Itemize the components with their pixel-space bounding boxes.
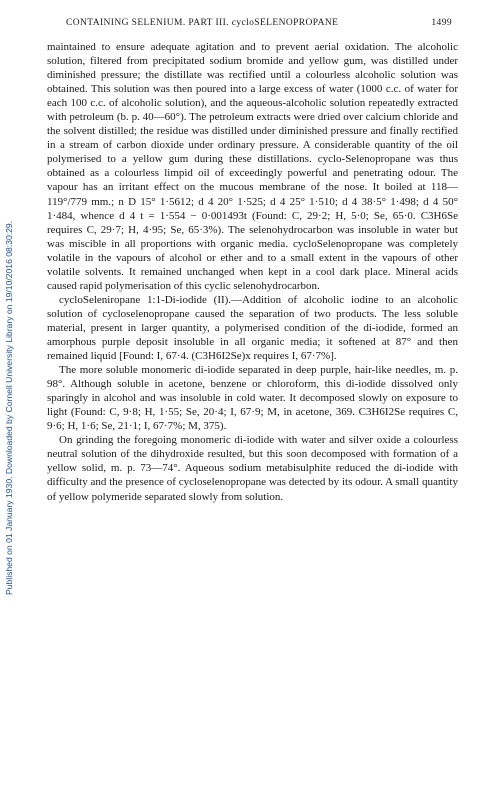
- article-body: [47, 40, 458, 504]
- page-header: [66, 18, 452, 28]
- publication-sidebar: Published on 01 January 1930. Downloaded by Cornell University Library on 19/10/2016 08:30:29.: [4, 220, 14, 596]
- paragraph: On grinding the foregoing monomeric di-iodide with water and silver oxide a colourless neutral solution of the dihydroxide resulted, but this soon decomposed with formation of a yellow solid, m. p. 73—74°. Aqueous sodium metabisulphite reduced the di-iodide with difficulty and the presence of cycloselenopropane was detected by its odour. A small quantity of yellow polymeride separated slowly from solution.: [47, 434, 458, 503]
- running-title: CONTAINING SELENIUM. PART III. cycloSELENOPROPANE: [66, 18, 339, 28]
- paragraph: cycloSeleniropane 1:1-Di-iodide (II).—Addition of alcoholic iodine to an alcoholic solution of cycloselenopropane caused the separation of two products. The less soluble material, present in larger quantity, a polymerised condition of the di-iodide, formed an amorphous purple deposit insoluble in all organic media; it softened at 87° and then remained liquid [Found: I, 67·4. (C3H6I2Se)x requires I, 67·7%].: [47, 293, 458, 363]
- paragraph: The more soluble monomeric di-iodide separated in deep purple, hair-like needles, m. p. 98°. Although soluble in acetone, benzene or chloroform, this di-iodide dissolved only sparingly in alcohol and was insoluble in cold water. It decomposed slowly on exposure to light (Found: C, 9·8; H, 1·55; Se, 20·4; I, 67·9; M, in acetone, 369. C3H6I2Se requires C, 9·6; H, 1·6; Se, 21·1; I, 67·7%; M, 375).: [47, 364, 458, 433]
- page-number: 1499: [431, 18, 452, 28]
- paragraph: maintained to ensure adequate agitation and to prevent aerial oxidation. The alcoholic solution, filtered from precipitated sodium bromide and yellow gum, was distilled under diminished pressure; the distillate was rectified until a colourless alcoholic solution was obtained. This solution was then poured into a large excess of water (1000 c.c. of water for each 100 c.c. of alcoholic solution), and the aqueous-alcoholic solution repeatedly extracted with petroleum (b. p. 40—60°). The petroleum extracts were dried over calcium chloride and the solvent distilled; the residue was distilled under diminished pressure and finally rectified in a stream of carbon dioxide under ordinary pressure. A considerable quantity of the oil polymerised to a yellow gum during these distillations. cyclo-Selenopropane was thus obtained as a colourless limpid oil of exceedingly powerful and penetrating odour. The vapour has an irritant effect on the mucous membrane of the nose. It boiled at 118—119°/779 mm.; n D 15° 1·5612; d 4 20° 1·525; d 4 25° 1·510; d 4 38·5° 1·498; d 4 50° 1·484, whence d 4 t = 1·554 − 0·001493t (Found: C, 29·2; H, 5·0; Se, 65·0. C3H6Se requires C, 29·7; H, 4·95; Se, 65·3%). The selenohydrocarbon was insoluble in water but was miscible in all proportions with organic media. cycloSelenopropane was completely volatile in the vapours of alcohol or ether and to a small extent in the vapours of other volatile solvents. It remained unchanged when kept in a cool dark place. Mineral acids caused rapid polymerisation of this cyclic selenohydrocarbon.: [47, 41, 458, 292]
